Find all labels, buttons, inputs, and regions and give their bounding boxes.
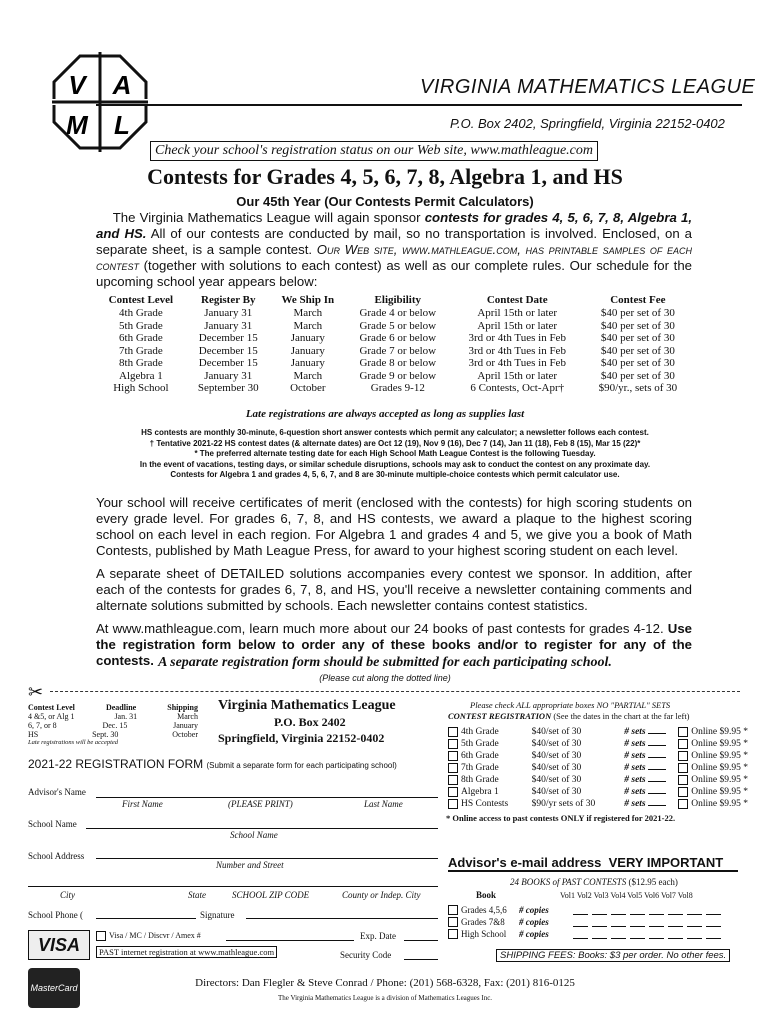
registration-level-group[interactable] — [448, 774, 519, 786]
registration-checkbox[interactable] — [448, 787, 458, 797]
registration-checkbox[interactable] — [448, 763, 458, 773]
registration-level-group[interactable] — [448, 786, 519, 798]
city-caption: City — [60, 890, 75, 900]
sets-field[interactable] — [648, 745, 666, 746]
page-title: Contests for Grades 4, 5, 6, 7, 8, Algebra 1, and HS — [147, 164, 623, 189]
schedule-header: Contest Level — [108, 294, 174, 306]
registration-instructions: Please check ALL appropriate boxes NO "PARTIAL" SETS — [470, 700, 671, 710]
schedule-cell: Grade 9 or below — [359, 369, 437, 382]
schedule-cell: 4th Grade — [119, 307, 163, 319]
volume-field[interactable] — [668, 930, 683, 939]
cut-line — [50, 691, 740, 692]
registration-fee: $40/set of 30 — [531, 739, 582, 749]
registration-sets-group[interactable] — [624, 786, 665, 798]
schedule-header: Eligibility — [374, 294, 422, 306]
registration-sets-group[interactable] — [624, 798, 665, 810]
late-registration-note: Late registrations are always accepted as long as supplies last — [245, 408, 525, 420]
volume-field[interactable] — [649, 918, 664, 927]
registration-online: Online $9.95 * — [691, 775, 748, 785]
registration-online: Online $9.95 * — [691, 763, 748, 773]
schedule-cell: December 15 — [198, 357, 258, 369]
school-phone-field[interactable] — [96, 918, 196, 919]
books-list — [448, 904, 748, 940]
street-caption: Number and Street — [216, 860, 284, 870]
registration-online: Online $9.95 * — [691, 727, 748, 737]
registration-sets-group[interactable] — [624, 762, 665, 774]
deadline-cell: March — [177, 712, 198, 721]
registration-level: HS Contests — [461, 799, 509, 809]
registration-sets: # sets — [624, 787, 646, 797]
schedule-row — [96, 382, 692, 395]
volume-field[interactable] — [630, 906, 645, 915]
registration-level: 8th Grade — [461, 775, 499, 785]
note-line: * The preferred alternate testing date for each High School Math League Contest is the following Tuesday. — [194, 449, 596, 458]
registration-online-group[interactable] — [678, 726, 748, 738]
check-status-link[interactable]: Check your school's registration status on our Web site, www.mathleague.com — [150, 141, 598, 161]
schedule-cell: $40 per set of 30 — [600, 357, 675, 369]
deadline-header — [28, 703, 198, 712]
card-number-label: Visa / MC / Discvr / Amex # — [109, 931, 201, 940]
online-checkbox[interactable] — [678, 799, 688, 809]
league-title: VIRGINIA MATHEMATICS LEAGUE — [420, 76, 756, 98]
last-name-caption: Last Name — [364, 799, 403, 809]
book-checkbox[interactable] — [448, 929, 458, 939]
registration-row — [448, 798, 748, 810]
registration-sets: # sets — [624, 763, 646, 773]
logo-letter-l: L — [114, 110, 130, 140]
division-line: The Virginia Mathematics League is a division of Mathematics Leagues Inc. — [277, 994, 493, 1002]
schedule-cell: March — [293, 319, 323, 332]
registration-sets-group[interactable] — [624, 738, 665, 750]
registration-sets-group[interactable] — [624, 750, 665, 762]
signature-field[interactable] — [246, 918, 438, 919]
schedule-cell: January — [290, 357, 325, 369]
schedule-cell: April 15th or later — [477, 319, 558, 332]
vaml-logo — [50, 52, 150, 152]
schedule-row — [96, 332, 692, 345]
state-caption: State — [188, 890, 206, 900]
sets-field[interactable] — [648, 805, 666, 806]
registration-online: Online $9.95 * — [691, 799, 748, 809]
schedule-cell: January 31 — [204, 319, 253, 332]
separate-form-note: A separate registration form should be submitted for each participating school. — [158, 655, 612, 670]
schedule-cell: $40 per set of 30 — [600, 319, 675, 332]
deadline-row — [28, 721, 198, 730]
schedule-cell: Algebra 1 — [119, 369, 163, 382]
deadline-col: Deadline — [105, 703, 137, 712]
deadline-cell: October — [172, 730, 198, 739]
schedule-row — [96, 370, 692, 383]
deadline-col: Shipping — [167, 703, 198, 712]
school-name-field[interactable] — [86, 828, 438, 829]
deadline-col: Contest Level — [28, 703, 75, 712]
online-checkbox[interactable] — [678, 727, 688, 737]
registration-online: Online $9.95 * — [691, 787, 748, 797]
advisor-email-heading[interactable] — [448, 855, 738, 872]
exp-date-field[interactable] — [404, 940, 438, 941]
late-small-note: Late registrations will be accepted — [28, 739, 119, 746]
deadline-cell: HS — [28, 730, 39, 739]
registration-level: 5th Grade — [461, 739, 499, 749]
registration-fee: $40/set of 30 — [531, 751, 582, 761]
directors-line: Directors: Dan Flegler & Steve Conrad / Phone: (201) 568-6328, Fax: (201) 816-0125 — [195, 977, 575, 989]
cut-instruction: (Please cut along the dotted line) — [319, 673, 451, 683]
registration-row — [448, 762, 748, 774]
book-row — [448, 916, 748, 928]
school-name-caption: School Name — [230, 830, 278, 840]
note-line: HS contests are monthly 30-minute, 6-question short answer contests which permit any calculator; a newsletter follows each contest. — [141, 428, 649, 437]
schedule-cell: 3rd or 4th Tues in Feb — [468, 344, 566, 357]
registration-level: 6th Grade — [461, 751, 499, 761]
schedule-cell: $90/yr., sets of 30 — [598, 382, 678, 394]
signature-label: Signature — [200, 910, 235, 920]
registration-sets: # sets — [624, 751, 646, 761]
scissors-icon: ✂ — [28, 682, 44, 702]
deadline-cell: 4 &5, or Alg 1 — [28, 712, 75, 721]
registration-fee: $40/set of 30 — [531, 775, 582, 785]
volume-field[interactable] — [592, 906, 607, 915]
sets-field[interactable] — [648, 781, 666, 782]
registration-level-group[interactable] — [448, 750, 519, 762]
note-line: † Tentative 2021-22 HS contest dates (& alternate dates) are Oct 12 (19), Nov 9 (16), Dec 7 (14), Jan 11 (18), Feb 8 (15), Mar 15 (22)* — [149, 438, 641, 448]
schedule-cell: $40 per set of 30 — [600, 369, 675, 382]
logo-letter-v: V — [68, 70, 86, 100]
security-code-label: Security Code — [340, 950, 392, 960]
logo-letter-m: M — [66, 110, 88, 140]
volume-field[interactable] — [592, 918, 607, 927]
schedule-cell: December 15 — [198, 332, 258, 344]
registration-row — [448, 750, 748, 762]
league-address: P.O. Box 2402, Springfield, Virginia 22152-0402 — [450, 116, 725, 131]
registration-online-group[interactable] — [678, 774, 748, 786]
registration-fee: $40/set of 30 — [531, 763, 582, 773]
registration-level: 7th Grade — [461, 763, 499, 773]
book-copies: # copies — [519, 905, 549, 915]
registration-sets: # sets — [624, 727, 646, 737]
registration-row — [448, 738, 748, 750]
deadline-cell: January — [173, 721, 198, 730]
solutions-paragraph: A separate sheet of DETAILED solutions accompanies every contest we sponsor. In addition, after each of the contests for grades 6, 7, 8, and HS, you'll receive a newsletter containing comments and alternate solutions submitted by schools. Each newsletter contains contest statistics. — [96, 566, 692, 613]
form-box: P.O. Box 2402 — [274, 715, 346, 729]
volume-field[interactable] — [630, 918, 645, 927]
registration-level-group[interactable] — [448, 738, 519, 750]
online-checkbox[interactable] — [678, 787, 688, 797]
schedule-header-row — [96, 293, 692, 307]
email-important: VERY IMPORTANT — [608, 855, 724, 870]
intro-text-a: The Virginia Mathematics League will again sponsor — [112, 210, 425, 225]
schedule-notes — [70, 428, 720, 481]
volume-field[interactable] — [611, 906, 626, 915]
schedule-header: We Ship In — [281, 294, 335, 306]
form-city: Springfield, Virginia 22152-0402 — [218, 731, 385, 745]
schedule-cell: 5th Grade — [119, 319, 163, 332]
registration-level-group[interactable] — [448, 762, 519, 774]
books-book-label: Book — [476, 890, 497, 900]
books-text-a: At www.mathleague.com, learn much more about our 24 books of past contests for grades 4-12. — [96, 621, 668, 636]
deadline-cell: Sept. 30 — [92, 730, 119, 739]
schedule-cell: High School — [113, 382, 169, 394]
sets-field[interactable] — [648, 769, 666, 770]
book-copies: # copies — [519, 917, 549, 927]
books-price: ($12.95 each) — [628, 877, 678, 887]
online-note: * Online access to past contests ONLY if registered for 2021-22. — [446, 813, 676, 823]
volume-field[interactable] — [706, 918, 721, 927]
form-deadline-table — [28, 703, 198, 746]
intro-text-e: (together with solutions to each contest) as well as our complete rules. Our schedule for the upcoming school year appears below: — [96, 258, 692, 289]
note-line: In the event of vacations, testing days, or similar schedule disruptions, schools may ask to conduct the contest on any proximate day. — [139, 459, 651, 469]
advisor-name-field[interactable] — [96, 797, 438, 798]
registration-online-group[interactable] — [678, 786, 748, 798]
book-copies: # copies — [519, 929, 549, 939]
past-internet-registration[interactable]: PAST internet registration at www.mathleague.com — [96, 946, 277, 958]
sets-field[interactable] — [648, 793, 666, 794]
book-label: Grades 4,5,6 — [461, 905, 507, 915]
mastercard-logo-text: MasterCard — [30, 983, 78, 993]
sets-field[interactable] — [648, 733, 666, 734]
advisor-name-label: Advisor's Name — [28, 787, 86, 797]
exp-date-label: Exp. Date — [360, 931, 396, 941]
schedule-cell: 3rd or 4th Tues in Feb — [468, 357, 566, 369]
registration-checkbox[interactable] — [448, 751, 458, 761]
schedule-cell: 8th Grade — [119, 357, 163, 369]
schedule-cell: $40 per set of 30 — [600, 344, 675, 357]
volume-field[interactable] — [649, 930, 664, 939]
card-number-field[interactable] — [226, 940, 354, 941]
book-label: High School — [461, 929, 507, 939]
schedule-row — [96, 345, 692, 358]
books-text-b: Use the registration form below to order any of these books and/or to register for any of the contests. — [96, 621, 692, 668]
form-league-title: Virginia Mathematics League — [218, 698, 396, 713]
schedule-cell: 3rd or 4th Tues in Feb — [468, 332, 566, 344]
schedule-cell: October — [290, 382, 326, 394]
online-checkbox[interactable] — [678, 775, 688, 785]
book-checkbox[interactable] — [448, 917, 458, 927]
schedule-cell: Grade 6 or below — [359, 332, 437, 344]
schedule-row — [96, 307, 692, 320]
schedule-cell: Grade 4 or below — [359, 307, 437, 319]
book-row — [448, 904, 748, 916]
registration-form-title: 2021-22 REGISTRATION FORM — [28, 757, 204, 771]
registration-form-note: (Submit a separate form for each participating school) — [206, 761, 397, 770]
books-title-row — [510, 877, 678, 887]
city-zip-field[interactable] — [28, 886, 438, 887]
schedule-header: Contest Fee — [610, 294, 666, 306]
intro-text-b: contests for grades 4, 5, 6, 7, 8, Algebra 1, and HS. — [96, 210, 692, 241]
logo-letter-a: A — [112, 70, 132, 100]
registration-online-group[interactable] — [678, 762, 748, 774]
security-code-field[interactable] — [404, 959, 438, 960]
certificates-paragraph: Your school will receive certificates of merit (enclosed with the contests) for high scoring students on every grade level. For grades 6, 7, 8, and HS contests, we award a plaque to the highest scoring school on each level in each region. For Algebra 1 and grades 4 and 5, we give you a book of Math Contests, published by Math League Press, for award to your highest scoring student on each level. — [96, 495, 692, 558]
registration-fee: $40/set of 30 — [531, 727, 582, 737]
online-checkbox[interactable] — [678, 739, 688, 749]
volume-field[interactable] — [668, 918, 683, 927]
volume-field[interactable] — [668, 906, 683, 915]
deadline-row — [28, 730, 198, 739]
schedule-cell: March — [293, 307, 323, 319]
schedule-cell: Grade 8 or below — [359, 357, 437, 369]
registration-level-group[interactable] — [448, 726, 519, 738]
county-caption: County or Indep. City — [342, 890, 421, 900]
deadline-cell: Dec. 15 — [102, 721, 128, 730]
registration-checkbox[interactable] — [448, 727, 458, 737]
intro-text-c: All of our contests are conducted by mail, so no transportation is involved. Enclosed, on a separate sheet, is a sample contest. — [96, 226, 692, 257]
registration-sets: # sets — [624, 799, 646, 809]
registration-online-group[interactable] — [678, 738, 748, 750]
volume-field[interactable] — [687, 906, 702, 915]
contest-registration-header — [448, 711, 690, 721]
page-subtitle: Our 45th Year (Our Contests Permit Calculators) — [236, 194, 534, 209]
registration-checkbox[interactable] — [448, 799, 458, 809]
registration-online-group[interactable] — [678, 750, 748, 762]
volume-field[interactable] — [630, 930, 645, 939]
schedule-cell: January 31 — [204, 369, 253, 382]
deadline-row — [28, 712, 198, 721]
schedule-cell: January — [290, 332, 325, 344]
volume-field[interactable] — [573, 918, 588, 927]
books-volumes: Vol1 Vol2 Vol3 Vol4 Vol5 Vol6 Vol7 Vol8 — [560, 891, 693, 900]
registration-online-group[interactable] — [678, 798, 748, 810]
schedule-cell: 6 Contests, Oct-Apr† — [470, 382, 565, 394]
volume-field[interactable] — [687, 930, 702, 939]
schedule-cell: January 31 — [204, 307, 253, 319]
registration-sets: # sets — [624, 775, 646, 785]
visa-logo-text: VISA — [37, 934, 80, 955]
volume-field[interactable] — [573, 906, 588, 915]
first-name-caption: First Name — [122, 799, 163, 809]
volume-field[interactable] — [573, 930, 588, 939]
schedule-cell: April 15th or later — [477, 369, 558, 382]
header-rule — [96, 104, 742, 106]
book-label: Grades 7&8 — [461, 917, 505, 927]
online-checkbox[interactable] — [678, 763, 688, 773]
registration-row — [448, 786, 748, 798]
registration-checkbox[interactable] — [448, 775, 458, 785]
registration-level: 4th Grade — [461, 727, 499, 737]
contest-registration-note: (See the dates in the chart at the far left) — [551, 711, 690, 721]
note-line: Contests for Algebra 1 and grades 4, 5, 6, 7, and 8 are 30-minute multiple-choice contests which permit calculator use. — [170, 470, 620, 479]
contest-registration-list — [448, 726, 748, 810]
registration-sets-group[interactable] — [624, 726, 665, 738]
volume-field[interactable] — [611, 930, 626, 939]
registration-level: Algebra 1 — [461, 787, 499, 797]
schedule-row — [96, 357, 692, 370]
schedule-cell: Grade 7 or below — [359, 344, 437, 357]
volume-field[interactable] — [706, 906, 721, 915]
schedule-row — [96, 320, 692, 333]
schedule-header: Register By — [201, 294, 256, 306]
book-checkbox[interactable] — [448, 905, 458, 915]
registration-checkbox[interactable] — [448, 739, 458, 749]
school-address-field[interactable] — [96, 858, 438, 859]
please-print-caption: (PLEASE PRINT) — [228, 799, 293, 809]
card-number-row — [96, 931, 201, 941]
deadline-cell: 6, 7, or 8 — [28, 721, 57, 730]
registration-online: Online $9.95 * — [691, 751, 748, 761]
book-row — [448, 928, 748, 940]
registration-row — [448, 774, 748, 786]
schedule-cell: September 30 — [197, 382, 259, 394]
intro-paragraph — [96, 210, 692, 290]
intro-text-d: Our Web site, www.mathleague.com, has printable samples of each contest — [96, 242, 692, 273]
volume-field[interactable] — [687, 918, 702, 927]
books-title: 24 BOOKS of PAST CONTESTS — [510, 877, 627, 887]
school-phone-label: School Phone ( — [28, 910, 83, 920]
schedule-cell: Grade 5 or below — [359, 319, 437, 332]
registration-sets-group[interactable] — [624, 774, 665, 786]
school-address-label: School Address — [28, 851, 85, 861]
volume-field[interactable] — [706, 930, 721, 939]
schedule-table — [96, 293, 692, 395]
schedule-cell: Grades 9-12 — [370, 382, 425, 394]
deadline-cell: Jan. 31 — [114, 712, 138, 721]
contest-registration-title: CONTEST REGISTRATION — [448, 711, 552, 721]
registration-level-group[interactable] — [448, 798, 519, 810]
card-checkbox[interactable] — [96, 931, 106, 941]
registration-form-heading — [28, 757, 397, 771]
schedule-cell: April 15th or later — [477, 307, 558, 319]
volume-field[interactable] — [649, 906, 664, 915]
email-label: Advisor's e-mail address — [448, 855, 602, 870]
schedule-cell: 7th Grade — [119, 344, 163, 357]
schedule-cell: March — [293, 369, 323, 382]
volume-field[interactable] — [592, 930, 607, 939]
registration-row — [448, 726, 748, 738]
school-name-label: School Name — [28, 819, 77, 829]
registration-fee: $90/yr sets of 30 — [531, 799, 596, 809]
registration-sets: # sets — [624, 739, 646, 749]
schedule-cell: January — [290, 344, 325, 357]
volume-field[interactable] — [611, 918, 626, 927]
schedule-cell: $40 per set of 30 — [600, 307, 675, 319]
registration-fee: $40/set of 30 — [531, 787, 582, 797]
schedule-cell: $40 per set of 30 — [600, 332, 675, 344]
online-checkbox[interactable] — [678, 751, 688, 761]
schedule-cell: December 15 — [198, 344, 258, 357]
schedule-header: Contest Date — [486, 294, 548, 306]
sets-field[interactable] — [648, 757, 666, 758]
registration-online: Online $9.95 * — [691, 739, 748, 749]
zip-caption: SCHOOL ZIP CODE — [232, 890, 310, 900]
visa-logo — [28, 930, 90, 960]
shipping-fees: SHIPPING FEES: Books: $3 per order. No other fees. — [496, 949, 730, 962]
schedule-cell: 6th Grade — [119, 332, 163, 344]
